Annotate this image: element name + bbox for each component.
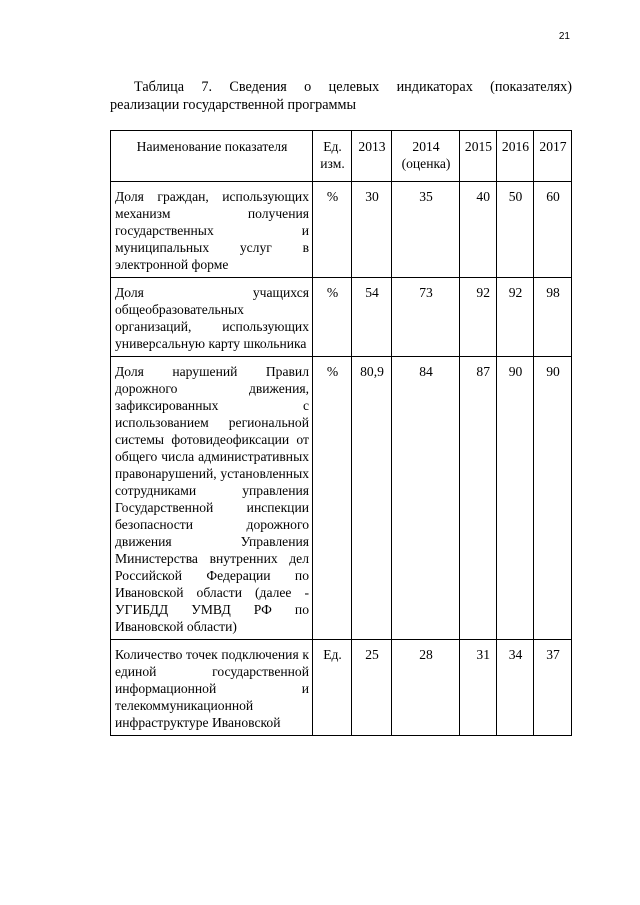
table-header-row — [111, 131, 572, 182]
unit-cell: % — [313, 357, 352, 640]
unit-cell: Ед. — [313, 640, 352, 736]
table-row — [111, 182, 572, 278]
value-2013-cell: 30 — [352, 182, 392, 278]
value-2013-cell: 54 — [352, 278, 392, 357]
header-year-2015: 2015 — [460, 131, 497, 182]
value-2014-cell: 28 — [392, 640, 460, 736]
table-caption — [110, 78, 572, 114]
table-row — [111, 640, 572, 736]
value-2015-cell: 87 — [460, 357, 497, 640]
value-2014-cell: 73 — [392, 278, 460, 357]
table-caption-line-1: Таблица 7. Сведения о целевых индикаторах (показателях) — [134, 79, 572, 95]
value-2013-cell: 80,9 — [352, 357, 392, 640]
header-indicator-name: Наименование показателя — [111, 131, 313, 182]
unit-cell: % — [313, 182, 352, 278]
header-year-2013: 2013 — [352, 131, 392, 182]
header-year-2016: 2016 — [497, 131, 534, 182]
header-year-2017: 2017 — [534, 131, 572, 182]
value-2017-cell: 60 — [534, 182, 572, 278]
value-2017-cell: 37 — [534, 640, 572, 736]
indicator-name-cell: Доля граждан, использующих механизм получения государственных и муниципальных услуг в электронной форме — [111, 182, 313, 278]
value-2016-cell: 92 — [497, 278, 534, 357]
value-2017-cell: 98 — [534, 278, 572, 357]
indicator-name-cell: Количество точек подключения к единой государственной информационной и телекоммуникационной инфраструктуре Ивановской — [111, 640, 313, 736]
indicators-table — [110, 130, 572, 736]
value-2016-cell: 34 — [497, 640, 534, 736]
page-number: 21 — [558, 31, 570, 42]
table-caption-line-2: реализации государственной программы — [110, 97, 357, 113]
table-row — [111, 278, 572, 357]
indicator-name-cell: Доля нарушений Правил дорожного движения, зафиксированных с использованием региональной системы фотовидеофиксации от общего числа административных правонарушений, установленных сотрудниками управления Государственной инспекции безопасности дорожного движения Управления Министерства внутренних дел Российской Федерации по Ивановской области (далее - УГИБДД УМВД РФ по Ивановской области) — [111, 357, 313, 640]
unit-cell: % — [313, 278, 352, 357]
value-2016-cell: 50 — [497, 182, 534, 278]
value-2015-cell: 31 — [460, 640, 497, 736]
value-2017-cell: 90 — [534, 357, 572, 640]
value-2015-cell: 40 — [460, 182, 497, 278]
value-2014-cell: 35 — [392, 182, 460, 278]
header-unit: Ед. изм. — [313, 131, 352, 182]
indicator-name-cell: Доля учащихся общеобразовательных организаций, использующих универсальную карту школьника — [111, 278, 313, 357]
value-2016-cell: 90 — [497, 357, 534, 640]
value-2013-cell: 25 — [352, 640, 392, 736]
value-2015-cell: 92 — [460, 278, 497, 357]
table-row — [111, 357, 572, 640]
header-year-2014: 2014 (оценка) — [392, 131, 460, 182]
value-2014-cell: 84 — [392, 357, 460, 640]
